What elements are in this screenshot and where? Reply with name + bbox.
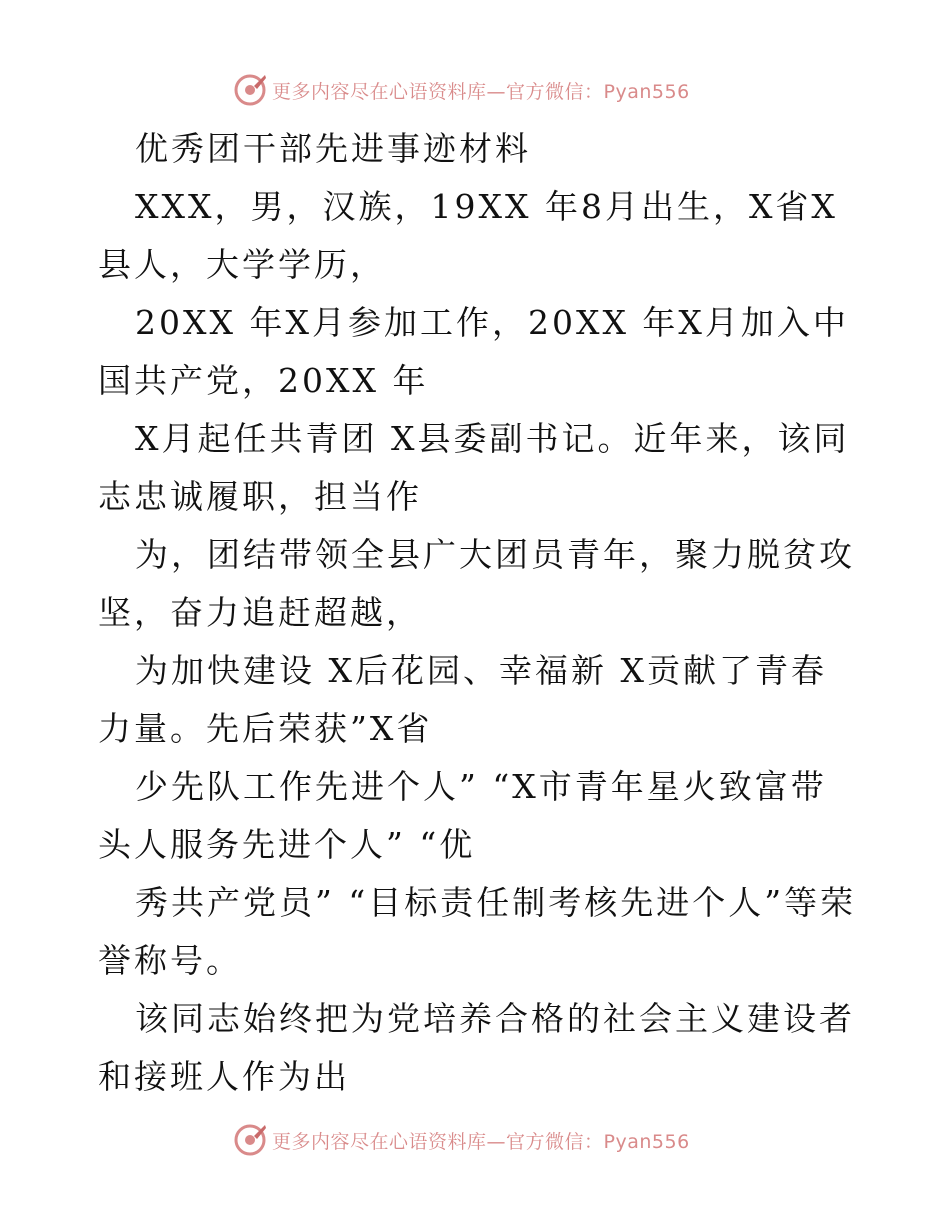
paragraph: XXX，男，汉族，19XX 年8月出生，X省X县人，大学学历， <box>98 187 838 284</box>
document-title: 优秀团干部先进事迹材料 <box>135 129 531 168</box>
watermark-text: 更多内容尽在心语资料库—官方微信：Pyan556 <box>272 1130 690 1153</box>
paragraph: 为，团结带领全县广大团员青年，聚力脱贫攻坚，奋力追赶超越， <box>98 535 855 632</box>
pen-logo-icon <box>232 72 268 108</box>
paragraph: 秀共产党员” “目标责任制考核先进个人”等荣誉称号。 <box>98 883 857 980</box>
paragraph: 20XX 年X月参加工作，20XX 年X月加入中国共产党，20XX 年 <box>98 303 849 400</box>
pen-logo-icon <box>232 1122 268 1158</box>
paragraph: 为加快建设 X后花园、幸福新 X贡献了青春力量。先后荣获”X省 <box>98 651 827 748</box>
paragraph: 少先队工作先进个人” “X市青年星火致富带头人服务先进个人” “优 <box>98 767 827 864</box>
document-body <box>98 120 858 1106</box>
header-watermark <box>232 72 690 108</box>
footer-watermark <box>232 1122 690 1158</box>
paragraph: X月起任共青团 X县委副书记。近年来，该同志忠诚履职，担当作 <box>98 419 850 516</box>
watermark-text: 更多内容尽在心语资料库—官方微信：Pyan556 <box>272 80 690 103</box>
paragraph: 该同志始终把为党培养合格的社会主义建设者和接班人作为出 <box>98 999 855 1096</box>
